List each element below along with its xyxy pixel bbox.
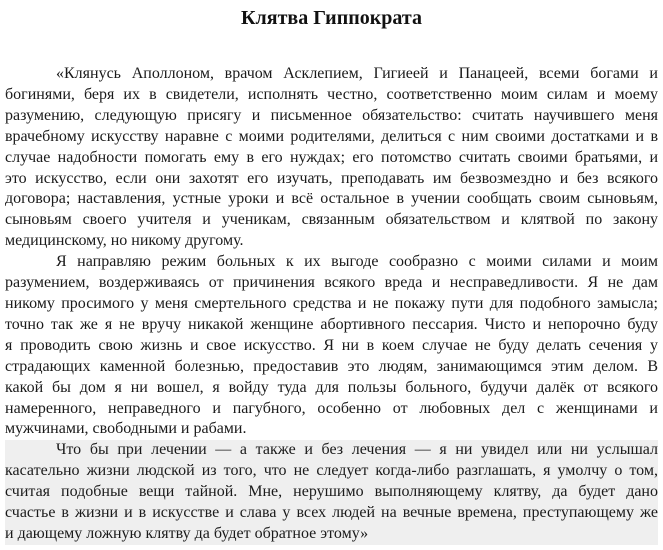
text-line: случае надобности помогать ему в его нуждах; его потомство считать своими братьями, и <box>5 148 658 166</box>
paragraph-oath-intro <box>5 64 658 252</box>
text-line: счастье в жизни и в искусстве и слава у всех людей на вечные времена, преступающему же <box>5 504 658 522</box>
text-line: «Клянусь Аполлоном, врачом Асклепием, Гигиеей и Панацеей, всеми богами и <box>56 65 658 82</box>
text-line: богинями, беря их в свидетели, исполнять честно, соответственно моим силам и моему <box>5 85 658 103</box>
text-line: никому просимого у меня смертельного средства и не покажу пути для подобного замысла; <box>5 294 658 312</box>
text-line: договора; наставления, устные уроки и всё остальное в учении сообщать своим сыновьям, <box>5 190 658 208</box>
paragraph-confidentiality <box>5 440 658 545</box>
text-line: разумением, воздерживаясь от причинения всякого вреда и несправедливости. Я не дам <box>5 274 658 292</box>
text-line: считая подобные вещи тайной. Мне, нерушимо выполняющему клятву, да будет дано <box>5 483 658 501</box>
text-line: это искусство, если они захотят его изучать, преподавать им безвозмездно и без всякого <box>5 169 658 187</box>
text-line: какой бы дом я ни вошел, я войду туда для пользы больного, будучи далёк от всякого <box>5 378 658 396</box>
document-body <box>5 64 658 545</box>
document-title: Клятва Гиппократа <box>241 7 422 29</box>
text-line: я проводить свою жизнь и свое искусство. Я ни в коем случае не буду делать сечения у <box>5 336 658 354</box>
text-line: касательно жизни людской из того, что не следует когда-либо разглашать, я умолчу о том, <box>5 462 658 480</box>
text-line: мужчинами, свободными и рабами. <box>5 420 247 438</box>
text-line: страдающих каменной болезнью, предоставив это людям, занимающимся этим делом. В <box>5 357 658 375</box>
text-line: сыновьям своего учителя и ученикам, связанным обязательством и клятвой по закону <box>5 211 658 229</box>
text-line: и дающему ложную клятву да будет обратное этому» <box>5 524 369 542</box>
text-line: разумению, следующую присягу и письменное обязательство: считать научившего меня <box>5 106 658 124</box>
text-line: Что бы при лечении — а также и без лечения — я ни увидел или ни услышал <box>56 441 658 459</box>
text-line: точно так же я не вручу никакой женщине абортивного пессария. Чисто и непорочно буду <box>5 315 658 333</box>
text-line: медицинскому, но никому другому. <box>5 232 244 250</box>
paragraph-treatment <box>5 252 658 440</box>
text-line: врачебному искусству наравне с моими родителями, делиться с ним своими достатками и в <box>5 127 658 145</box>
text-line: Я направляю режим больных к их выгоде сообразно с моими силами и моим <box>56 253 658 271</box>
text-line: намеренного, неправедного и пагубного, особенно от любовных дел с женщинами и <box>5 399 658 417</box>
